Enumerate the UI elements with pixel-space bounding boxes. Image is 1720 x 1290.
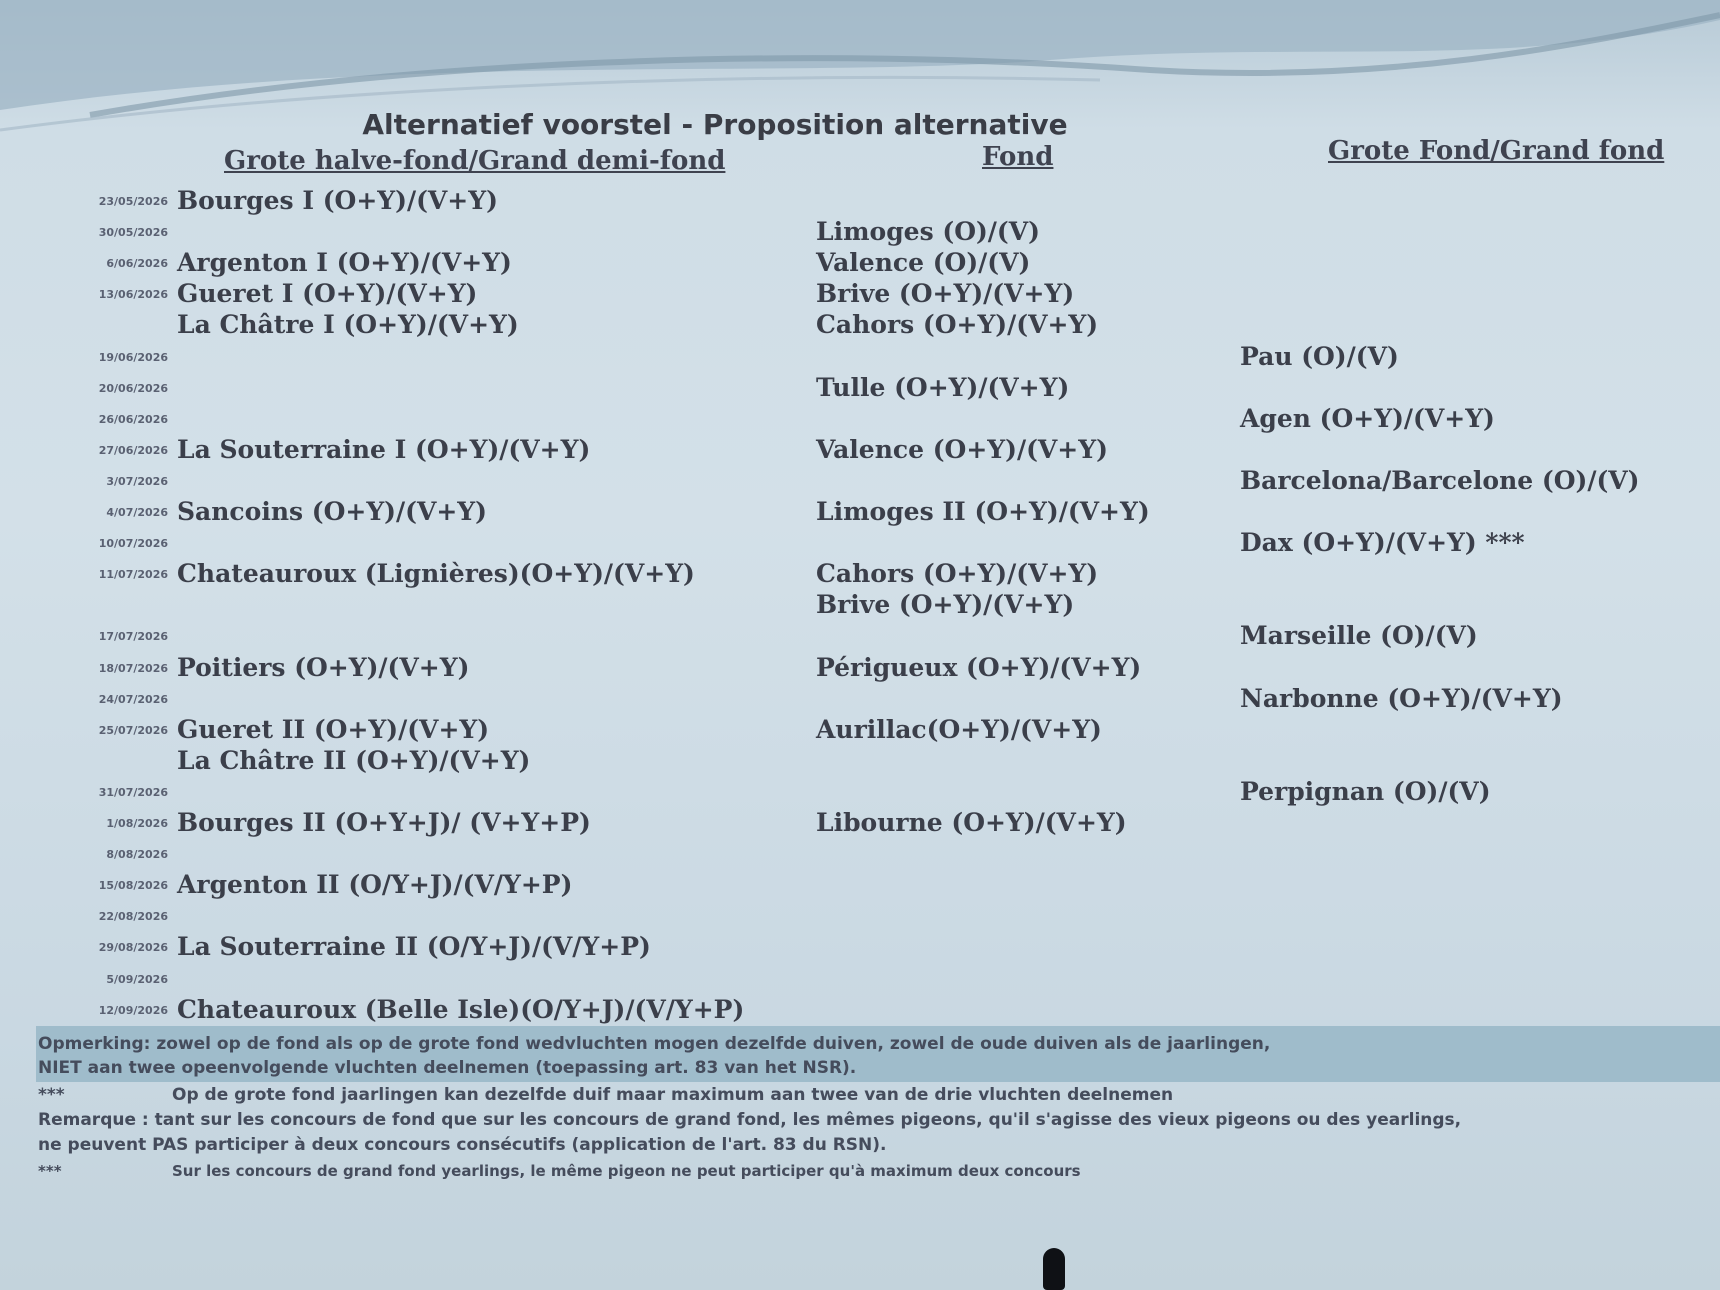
race-date: 17/07/2026 [98, 630, 168, 644]
fond-race: Valence (O+Y)/(V+Y) [816, 434, 1108, 464]
grand-demi-fond-race: Sancoins (O+Y)/(V+Y) [177, 497, 487, 526]
schedule-row [0, 590, 1720, 620]
schedule-row [0, 217, 1720, 247]
schedule-row [0, 995, 1720, 1025]
fond-race: Cahors (O+Y)/(V+Y) [816, 559, 1099, 589]
note-marker: *** [38, 1085, 65, 1105]
grand-demi-fond-race: La Souterraine I (O+Y)/(V+Y) [177, 434, 591, 464]
grand-demi-fond-race: La Châtre I (O+Y)/(V+Y) [177, 310, 519, 340]
schedule-row [0, 342, 1720, 372]
mouse-pointer-icon [1043, 1248, 1065, 1290]
fond-race: Limoges (O)/(V) [816, 217, 1040, 247]
race-date: 30/05/2026 [98, 226, 168, 240]
race-date: 3/07/2026 [106, 474, 168, 488]
race-date: 15/08/2026 [98, 879, 168, 893]
grand-demi-fond-race: Bourges I (O+Y)/(V+Y) [177, 186, 498, 215]
note-marker: *** [38, 1162, 62, 1180]
race-date: 13/06/2026 [98, 288, 168, 302]
race-date: 20/06/2026 [98, 381, 168, 395]
race-date: 31/07/2026 [98, 785, 168, 799]
grand-demi-fond-race: Bourges II (O+Y+J)/ (V+Y+P) [177, 808, 591, 837]
column-header-grand-demi-fond: Grote halve-fond/Grand demi-fond [224, 146, 726, 176]
race-date: 29/08/2026 [98, 941, 168, 955]
column-header-grand-fond: Grote Fond/Grand fond [1328, 136, 1665, 166]
page-title: Alternatief voorstel - Proposition alternative [362, 108, 1068, 141]
race-date: 23/05/2026 [98, 195, 168, 208]
schedule-row [0, 497, 1720, 527]
note-line [38, 1135, 887, 1155]
note-text: NIET aan twee opeenvolgende vluchten deelnemen (toepassing art. 83 van het NSR). [38, 1058, 857, 1078]
race-date: 1/08/2026 [106, 817, 168, 830]
schedule-row [0, 186, 1720, 216]
schedule-row [0, 404, 1720, 434]
note-text: Sur les concours de grand fond yearlings, le même pigeon ne peut participer qu'à maximum deux concours [172, 1162, 1081, 1180]
schedule-row [0, 932, 1720, 962]
fond-race: Limoges II (O+Y)/(V+Y) [816, 497, 1150, 526]
schedule-row [0, 310, 1720, 340]
grand-fond-race: Marseille (O)/(V) [1240, 621, 1478, 651]
note-text: Opmerking: zowel op de fond als op de grote fond wedvluchten mogen dezelfde duiven, zowel de oude duiven als de jaarlingen, [38, 1034, 1271, 1054]
fond-race: Tulle (O+Y)/(V+Y) [816, 372, 1070, 402]
schedule-row [0, 746, 1720, 776]
grand-fond-race: Perpignan (O)/(V) [1240, 776, 1491, 806]
fond-race: Cahors (O+Y)/(V+Y) [816, 310, 1099, 340]
race-date: 18/07/2026 [98, 661, 168, 675]
schedule-row [0, 839, 1720, 869]
fond-race: Brive (O+Y)/(V+Y) [816, 279, 1075, 309]
race-date: 6/06/2026 [106, 257, 168, 271]
column-header-fond: Fond [982, 142, 1054, 172]
note-text: Remarque : tant sur les concours de fond que sur les concours de grand fond, les mêmes pigeons, qu'il s'agisse des vieux pigeons ou des yearlings, [38, 1110, 1462, 1130]
schedule-row [0, 248, 1720, 278]
grand-demi-fond-race: Poitiers (O+Y)/(V+Y) [177, 652, 470, 682]
schedule-row [0, 870, 1720, 900]
note-line [38, 1110, 1461, 1130]
grand-fond-race: Barcelona/Barcelone (O)/(V) [1240, 465, 1640, 495]
fond-race: Brive (O+Y)/(V+Y) [816, 590, 1075, 620]
schedule-row [0, 466, 1720, 496]
grand-demi-fond-race: La Châtre II (O+Y)/(V+Y) [177, 745, 531, 775]
grand-fond-race: Pau (O)/(V) [1240, 341, 1399, 371]
schedule-row [0, 373, 1720, 403]
race-date: 10/07/2026 [98, 537, 168, 551]
schedule-row [0, 808, 1720, 838]
grand-demi-fond-race: La Souterraine II (O/Y+J)/(V/Y+P) [177, 932, 651, 962]
grand-demi-fond-race: Argenton II (O/Y+J)/(V/Y+P) [177, 870, 573, 900]
note-text: ne peuvent PAS participer à deux concours consécutifs (application de l'art. 83 du RSN). [38, 1135, 887, 1155]
race-date: 26/06/2026 [98, 412, 168, 426]
fond-race: Aurillac(O+Y)/(V+Y) [816, 714, 1102, 744]
race-date: 24/07/2026 [98, 692, 168, 706]
schedule-row [0, 715, 1720, 745]
schedule-row [0, 653, 1720, 683]
grand-demi-fond-race: Gueret I (O+Y)/(V+Y) [177, 279, 478, 309]
schedule-row [0, 435, 1720, 465]
schedule-row [0, 621, 1720, 651]
race-date: 19/06/2026 [98, 350, 168, 364]
schedule-row [0, 964, 1720, 994]
grand-demi-fond-race: Chateauroux (Belle Isle)(O/Y+J)/(V/Y+P) [177, 994, 745, 1024]
schedule-row [0, 901, 1720, 931]
race-date: 22/08/2026 [98, 910, 168, 924]
race-date: 12/09/2026 [98, 1003, 168, 1017]
race-date: 11/07/2026 [98, 568, 168, 582]
grand-fond-race: Dax (O+Y)/(V+Y) *** [1240, 528, 1525, 558]
race-date: 4/07/2026 [106, 506, 168, 519]
schedule-row [0, 528, 1720, 558]
grand-demi-fond-race: Gueret II (O+Y)/(V+Y) [177, 714, 490, 744]
fond-race: Valence (O)/(V) [816, 248, 1031, 278]
race-date: 27/06/2026 [98, 443, 168, 457]
race-date: 8/08/2026 [106, 848, 168, 862]
race-date: 25/07/2026 [98, 723, 168, 737]
note-line [38, 1085, 1173, 1105]
grand-demi-fond-race: Chateauroux (Lignières)(O+Y)/(V+Y) [177, 559, 695, 589]
fond-race: Périgueux (O+Y)/(V+Y) [816, 652, 1142, 682]
schedule-row [0, 279, 1720, 309]
note-text: Op de grote fond jaarlingen kan dezelfde duif maar maximum aan twee van de drie vluchten deelnemen [172, 1085, 1174, 1105]
note-line [38, 1034, 1270, 1054]
grand-fond-race: Agen (O+Y)/(V+Y) [1240, 403, 1495, 433]
schedule-row [0, 559, 1720, 589]
grand-fond-race: Narbonne (O+Y)/(V+Y) [1240, 683, 1563, 713]
fond-race: Libourne (O+Y)/(V+Y) [816, 808, 1127, 837]
grand-demi-fond-race: Argenton I (O+Y)/(V+Y) [177, 248, 512, 278]
schedule-row [0, 777, 1720, 807]
note-line [38, 1162, 1081, 1180]
schedule-row [0, 684, 1720, 714]
note-line [38, 1058, 856, 1078]
race-date: 5/09/2026 [106, 972, 168, 986]
